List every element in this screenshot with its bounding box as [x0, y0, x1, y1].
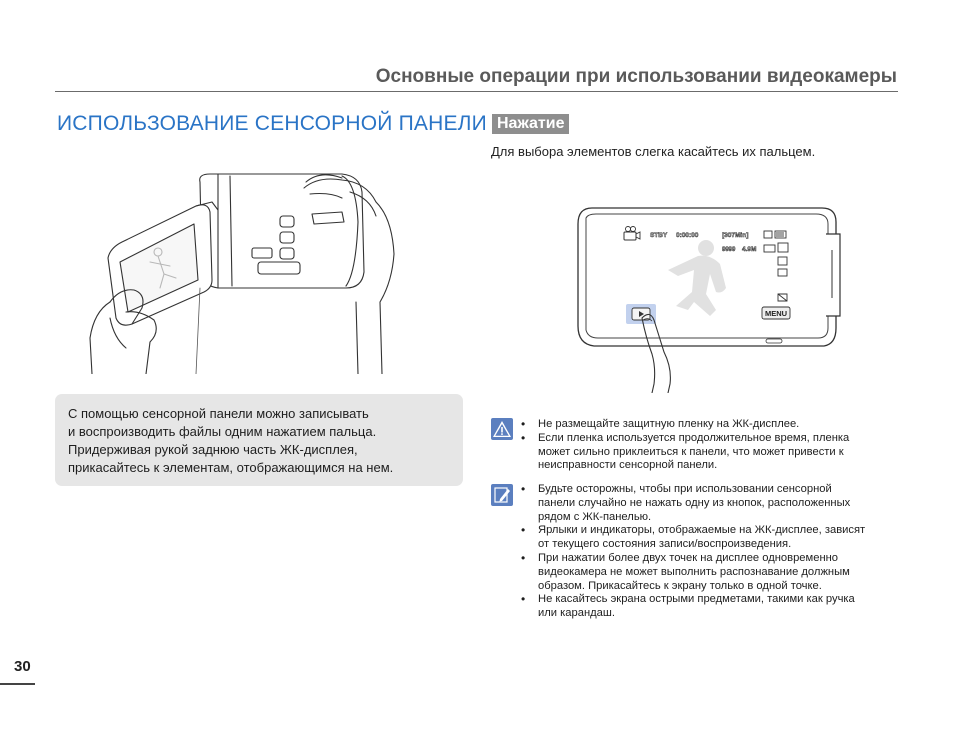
- note-item-2: [521, 524, 865, 552]
- warning-list: [521, 418, 849, 473]
- page-number-rule: [0, 683, 35, 685]
- photo-counter: 9999: [722, 247, 736, 253]
- note-item-3: [521, 552, 865, 593]
- info-box: [55, 394, 463, 486]
- warning-item-2-line-1: • Если пленка используется продолжительное время, пленка: [538, 431, 850, 444]
- intro-text: Для выбора элементов слегка касайтесь их пальцем.: [491, 144, 816, 159]
- remaining-time: [307Min]: [722, 232, 749, 239]
- note-list: [521, 483, 865, 621]
- note-item-3-line-2: видеокамера не может выполнить распознавание должным: [538, 565, 850, 578]
- warning-item-2-line-2: может сильно приклеиться к панели, что может привести к: [538, 445, 844, 458]
- warning-item-2-line-3: неисправности сенсорной панели.: [538, 459, 718, 472]
- warning-item-1-line-1: • Не размещайте защитную пленку на ЖК-дисплее.: [538, 418, 800, 430]
- header-divider: [55, 91, 898, 92]
- lcd-screen-illustration: [570, 198, 845, 393]
- info-line-3: Придерживая рукой заднюю часть ЖК-дисплея,: [68, 442, 358, 457]
- pencil-note-icon: [491, 484, 513, 506]
- note-item-2-line-1: • Ярлыки и индикаторы, отображаемые на ЖК-дисплее, зависят: [538, 524, 866, 537]
- note-item-3-line-3: образом. Прикасайтесь к экрану только в одной точке.: [538, 579, 822, 592]
- note-item-2-line-2: от текущего состояния записи/воспроизведения.: [538, 538, 792, 551]
- note-item-1-line-1: • Будьте осторожны, чтобы при использовании сенсорной: [538, 483, 832, 495]
- photo-resolution: 4.9M: [742, 246, 757, 253]
- section-title: ИСПОЛЬЗОВАНИЕ СЕНСОРНОЙ ПАНЕЛИ: [57, 112, 487, 135]
- note-item-4-line-1: • Не касайтесь экрана острыми предметами, такими как ручка: [538, 593, 855, 606]
- note-item-4: [521, 593, 865, 621]
- note-item-1-line-3: рядом с ЖК-панелью.: [538, 510, 652, 523]
- stby-status: STBY: [650, 232, 668, 239]
- menu-label: MENU: [765, 309, 788, 318]
- camcorder-illustration: [80, 162, 410, 374]
- note-item-4-line-2: или карандаш.: [538, 607, 615, 620]
- time-counter: 0:00:00: [676, 232, 699, 239]
- page-number: 30: [14, 658, 31, 675]
- tap-tag: Нажатие: [492, 114, 569, 134]
- warning-item-1: [521, 418, 849, 432]
- page-header-title: Основные операции при использовании видеокамеры: [375, 66, 897, 87]
- note-item-1: [521, 483, 865, 524]
- info-line-4: прикасайтесь к элементам, отображающимся на нем.: [68, 460, 394, 475]
- note-item-1-line-2: панели случайно не нажать одну из кнопок, расположенных: [538, 496, 851, 509]
- warning-icon: [491, 418, 513, 440]
- note-item-3-line-1: • При нажатии более двух точек на дисплее одновременно: [538, 551, 839, 564]
- info-line-2: и воспроизводить файлы одним нажатием пальца.: [68, 424, 377, 439]
- warning-item-2: [521, 432, 849, 473]
- info-line-1: С помощью сенсорной панели можно записывать: [68, 406, 369, 421]
